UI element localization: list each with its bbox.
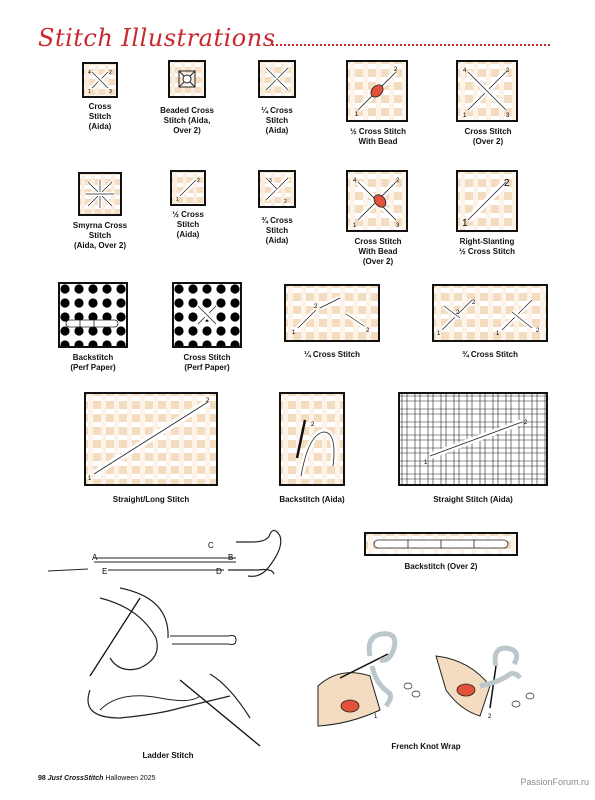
svg-text:2: 2 [506,68,510,74]
svg-text:2: 2 [456,310,460,316]
caption-cross-stitch-perf-paper: Cross Stitch (Perf Paper) [183,353,231,372]
svg-text:A: A [92,553,98,562]
caption-cross-stitch-aida: Cross Stitch (Aida) [88,102,112,131]
ladder-stitch-needle-figure [60,578,280,748]
svg-text:1: 1 [88,476,92,482]
caption-backstitch-perf-paper: Backstitch (Perf Paper) [70,353,116,372]
svg-text:1: 1 [353,223,357,229]
cross-stitch-perf-paper-figure [172,282,242,348]
svg-text:2: 2 [311,422,315,428]
svg-text:2: 2 [206,398,210,404]
svg-text:2: 2 [488,714,492,720]
caption-half-cross-stitch-aida: ½ Cross Stitch (Aida) [172,210,204,239]
svg-text:1: 1 [88,89,91,95]
caption-quarter-cross-stitch: ¼ Cross Stitch [303,350,360,359]
half-cross-stitch-aida-figure [170,170,206,206]
three-quarter-cross-stitch-figure [432,284,548,342]
caption-quarter-cross-stitch-aida: ¼ Cross Stitch (Aida) [261,106,293,135]
title-dotted-rule [272,44,550,46]
svg-text:2: 2 [504,178,510,189]
page-number: 98 [38,775,46,782]
svg-text:2: 2 [197,178,200,184]
svg-text:4: 4 [353,178,357,184]
svg-text:2: 2 [284,199,287,205]
svg-text:1: 1 [355,112,359,118]
caption-straight-long-stitch: Straight/Long Stitch [112,495,190,504]
svg-text:2: 2 [536,328,540,334]
svg-text:3: 3 [506,113,510,119]
svg-text:2: 2 [396,178,400,184]
caption-beaded-cross-stitch: Beaded Cross Stitch (Aida, Over 2) [160,106,214,135]
svg-text:2: 2 [109,70,112,76]
quarter-cross-stitch-aida-figure [258,60,296,98]
cross-stitch-with-bead-figure [346,170,408,232]
svg-text:1: 1 [437,331,441,337]
backstitch-over2-figure [364,532,518,556]
svg-text:2: 2 [366,328,370,334]
svg-text:3: 3 [109,89,112,95]
right-slanting-half-cross-figure [456,170,518,232]
issue-name: Halloween 2025 [105,775,156,782]
backstitch-aida-figure [279,392,345,486]
svg-text:E: E [102,567,108,576]
svg-text:2: 2 [394,67,398,73]
svg-text:2: 2 [524,420,528,426]
magazine-name: Just CrossStitch [47,775,104,782]
caption-half-cross-with-bead: ½ Cross Stitch With Bead [349,127,406,146]
cross-stitch-over2-figure [456,60,518,122]
caption-cross-stitch-over2: Cross Stitch (Over 2) [464,127,512,146]
caption-cross-stitch-with-bead: Cross Stitch With Bead (Over 2) [354,237,402,266]
svg-text:1: 1 [496,331,500,337]
caption-three-quarter-cross-stitch: ¾ Cross Stitch [461,350,518,359]
svg-text:4: 4 [463,68,467,74]
svg-text:1: 1 [292,330,296,336]
three-quarter-cross-stitch-aida-figure [258,170,296,208]
page-footer [38,775,156,782]
svg-text:1: 1 [463,113,467,119]
caption-smyrna-cross-stitch: Smyrna Cross Stitch (Aida, Over 2) [72,221,128,250]
svg-text:1: 1 [424,460,428,466]
quarter-cross-stitch-figure [284,284,380,342]
half-cross-stitch-with-bead-figure [346,60,408,122]
backstitch-perf-paper-figure [58,282,128,348]
caption-straight-stitch-aida: Straight Stitch (Aida) [433,495,513,504]
svg-text:1: 1 [176,197,179,203]
beaded-cross-stitch-figure [168,60,206,98]
caption-backstitch-over2: Backstitch (Over 2) [404,562,478,571]
svg-text:C: C [208,541,214,550]
caption-backstitch-aida: Backstitch (Aida) [279,495,345,504]
svg-text:D: D [216,567,222,576]
watermark: PassionForum.ru [520,777,589,787]
caption-three-quarter-cross-aida: ¾ Cross Stitch (Aida) [261,216,293,245]
smyrna-cross-stitch-figure [78,172,122,216]
caption-french-knot-wrap: French Knot Wrap [391,742,461,751]
svg-text:3: 3 [269,178,272,184]
straight-stitch-aida-figure [398,392,548,486]
svg-text:1: 1 [462,218,468,229]
page-title: Stitch Illustrations [38,24,276,52]
svg-text:1: 1 [374,714,378,720]
straight-long-stitch-figure [84,392,218,486]
caption-ladder-stitch: Ladder Stitch [142,751,194,760]
svg-text:2: 2 [472,300,476,306]
french-knot-wrap-figure [310,626,542,736]
svg-text:3: 3 [396,223,400,229]
svg-text:4: 4 [88,70,91,76]
svg-text:2: 2 [314,304,318,310]
caption-right-slanting-half-cross: Right-Slanting ½ Cross Stitch [458,237,515,256]
cross-stitch-aida-figure [82,62,118,98]
svg-text:B: B [228,553,234,562]
